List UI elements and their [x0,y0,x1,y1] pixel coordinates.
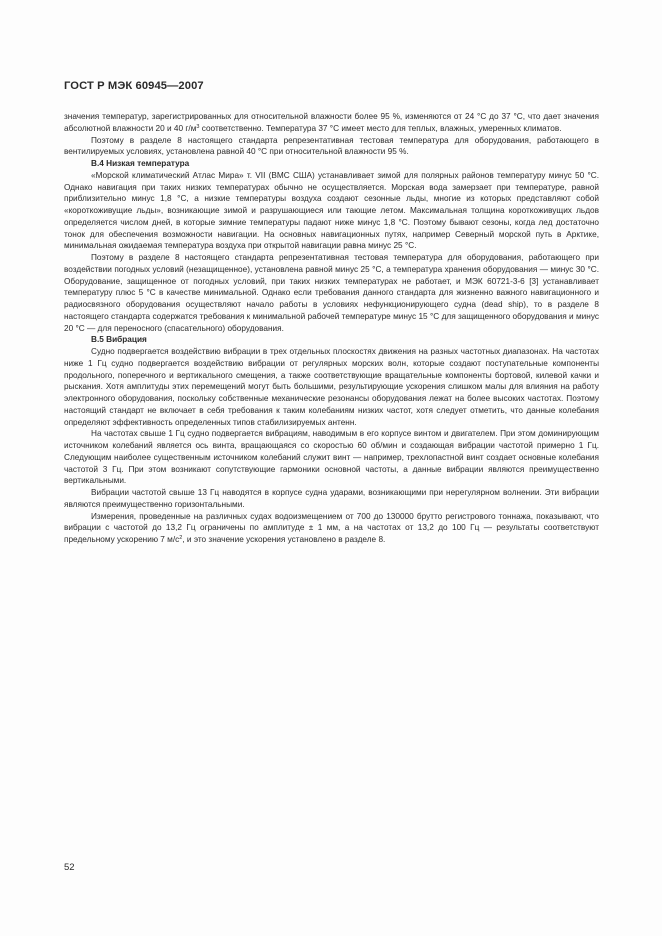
paragraph: Поэтому в разделе 8 настоящего стандарта репрезентативная тестовая температура для оборудования, работающего в вентилируемых условиях, установлена равной 40 °С при относительной влажности 95 %. [64,135,599,157]
paragraph: На частотах свыше 1 Гц судно подвергается вибрациям, наводимым в его корпусе винтом и двигателем. При этом доминирующим источником колебаний является ось винта, вращающаяся со скоростью 60 об/мин и создающая вибрации частотой примерно 1 Гц. Следующим наиболее существенным источником колебаний служит винт — например, трехлопастной винт создает основные колебания частотой 3 Гц. При этом возникают сопутствующие гармоники основной частоты, а данные вибрации являются преимущественно вертикальными. [64,429,599,486]
section-heading: В.4 Низкая температура [91,159,190,168]
standard-header: ГОСТ Р МЭК 60945—2007 [64,80,204,92]
paragraph: Поэтому в разделе 8 настоящего стандарта репрезентативная тестовая температура для оборудования, работающего при воздействии погодных условий (незащищенное), установлена равной минус 25 °С, а температура хранения оборудования — минус 30 °С. Оборудование, защищенное от погодных условий, при таких низких температурах не работает, и МЭК 60721-3-6 [3] устанавливает температуру плюс 5 °С в качестве минимальной. Однако если требования данного стандарта для жизненно важного навигационного и радиосвязного оборудования осуществляют начало работы в условиях нефункционирующего судна (dead ship), то в разделе 8 настоящего стандарта содержатся требования к минимальной рабочей температуре минус 15 °С для защищенного оборудования и минус 20 °С — для переносного (спасательного) оборудования. [64,253,599,333]
paragraph: «Морской климатический Атлас Мира» т. VII (ВМС США) устанавливает зимой для полярных районов температуру минус 50 °С. Однако навигация при таких низких температурах обычно не осуществляется. Морская вода замерзает при температуре, равной приблизительно минус 1,8 °С, а низкие температуры воздуха создают сезонные льды, многие из которых представляют собой «короткоживущие льды», возникающие зимой и разрушающиеся или тающие летом. Максимальная толщина короткоживущих льдов определяется числом дней, в которые зимние температуры падают ниже минус 1,8 °С. Поэтому бывают сезоны, когда лед достаточно тонок для обеспечения возможности навигации. На основных навигационных путях, например Северный морской путь в Арктике, минимальная ожидаемая температура воздуха при открытой навигации равна минус 25 °С. [64,170,599,251]
paragraph-humidity: значения температур, зарегистрированных для относительной влажности более 95 %, изменяются от 24 °С до 37 °С, что дает значения абсолютной влажности 20 и 40 $г/м^3$ соответственно. Температура 37 °С имеет место для теплых, влажных, умеренных климатов. [64,112,599,133]
superscript: 2 [179,535,183,541]
paragraph: Судно подвергается воздействию вибрации в трех отдельных плоскостях движения на разных частотных диапазонах. На частотах ниже 1 Гц судно подвергается воздействию вибрации от регулярных морских волн, которые создают поступательные компоненты продольного, поперечного и вертикального смещения, а также соответствующие вращательные компоненты бортовой, килевой качки и рыскания. Хотя амплитуды этих перемещений могут быть большими, результирующие ускорения слишком малы для влияния на работу электронного оборудования, поскольку собственные механические резонансы оборудования лежат на более высоких частотах. Поэтому настоящий стандарт не включает в себя требования к таким колебаниям низких частот, хотя следует отметить, что данные колебания определяют эффективность определенных типов стабилизируемых антенн. [64,347,599,427]
paragraph: Вибрации частотой свыше 13 Гц наводятся в корпусе судна ударами, возникающими при нерегулярном волнении. Эти вибрации являются преимущественно горизонтальными. [64,488,599,509]
page-number: 52 [64,862,75,873]
section-heading: В.5 Вибрация [91,335,147,345]
paragraph-measurements: Измерения, проведенные на различных судах водоизмещением от 700 до 130000 брутто регистрового тоннажа, показывают, что вибрации с частотой до 13,2 Гц ограничены по амплитуде ± 1 мм, а на частотах от 13,2 до 100 Гц — результаты соответствуют предельному ускорению 7 $м/с^2$, и это значение ускорения установлено в разделе 8. [64,511,599,544]
document-body [64,111,599,546]
superscript: 3 [196,123,200,130]
